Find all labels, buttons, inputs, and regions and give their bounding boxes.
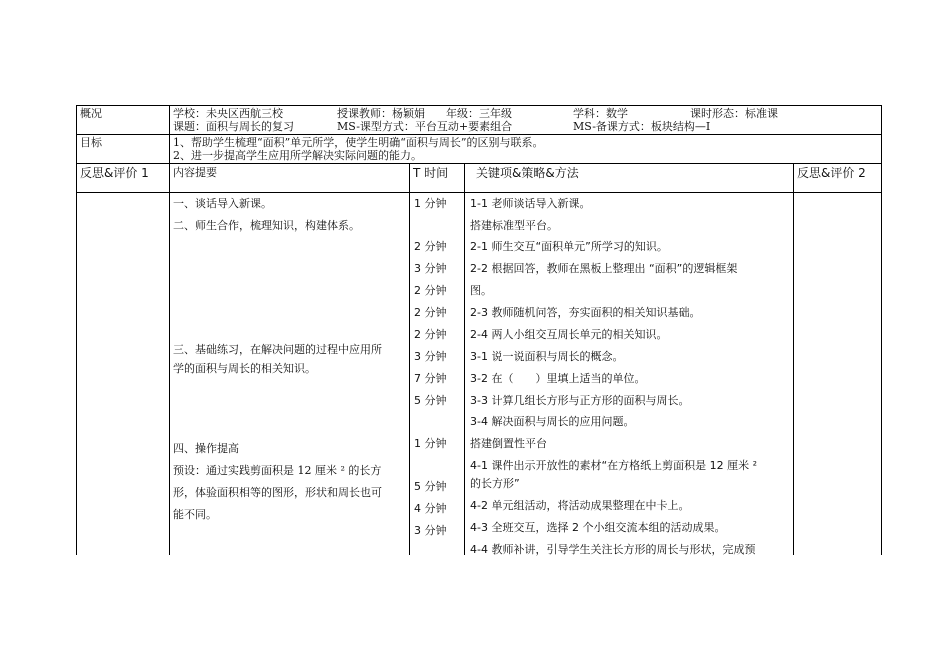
time-cell: 1 分钟 bbox=[414, 197, 447, 210]
header-reflect2: 反思&评价 2 bbox=[797, 166, 866, 180]
teacher-field: 授课教师：杨颖娟 bbox=[337, 107, 425, 120]
time-cell: 2 分钟 bbox=[414, 328, 447, 341]
time-cell: 2 分钟 bbox=[414, 306, 447, 319]
time-cell: 2 分钟 bbox=[414, 240, 447, 253]
time-cell: 1 分钟 bbox=[414, 437, 447, 450]
header-reflect1: 反思&评价 1 bbox=[80, 166, 149, 180]
strategy-item: 4-3 全班交互，选择 2 个小组交流本组的活动成果。 bbox=[470, 521, 726, 534]
table-right-border bbox=[881, 105, 882, 555]
time-cell: 3 分钟 bbox=[414, 524, 447, 537]
table-left-border bbox=[76, 105, 77, 555]
time-cell: 2 分钟 bbox=[414, 284, 447, 297]
content-item: 一、谈话导入新课。 bbox=[173, 197, 272, 210]
goals-label: 目标 bbox=[80, 136, 102, 149]
col-divider-label bbox=[169, 105, 170, 555]
time-cell: 5 分钟 bbox=[414, 394, 447, 407]
strategy-item: 的长方形” bbox=[470, 477, 520, 490]
col-divider-time bbox=[409, 163, 410, 555]
strategy-item: 3-3 计算几组长方形与正方形的面积与周长。 bbox=[470, 394, 690, 407]
content-item: 预设：通过实践剪面积是 12 厘米 ² 的长方 bbox=[173, 464, 382, 477]
strategy-item: 2-1 师生交互“面积单元”所学习的知识。 bbox=[470, 240, 668, 253]
content-item: 形，体验面积相等的图形，形状和周长也可 bbox=[173, 486, 382, 499]
strategy-item: 2-3 教师随机问答，夯实面积的相关知识基础。 bbox=[470, 306, 701, 319]
header-time: T 时间 bbox=[413, 166, 449, 180]
header-strategy: 关键项&策略&方法 bbox=[476, 166, 579, 180]
time-cell: 4 分钟 bbox=[414, 502, 447, 515]
strategy-item: 4-2 单元组活动，将活动成果整理在中卡上。 bbox=[470, 499, 690, 512]
time-cell: 7 分钟 bbox=[414, 372, 447, 385]
strategy-item: 3-4 解决面积与周长的应用问题。 bbox=[470, 415, 635, 428]
strategy-item: 图。 bbox=[470, 284, 492, 297]
strategy-item: 1-1 老师谈话导入新课。 bbox=[470, 197, 591, 210]
strategy-item: 3-1 说一说面积与周长的概念。 bbox=[470, 350, 624, 363]
table-top-border bbox=[76, 105, 882, 106]
strategy-item: 搭建标准型平台。 bbox=[470, 219, 558, 232]
content-item: 能不同。 bbox=[173, 508, 217, 521]
ms-type-field: MS-课型方式：平台互动+要素组合 bbox=[337, 120, 513, 133]
time-cell: 3 分钟 bbox=[414, 262, 447, 275]
row-divider-overview bbox=[76, 134, 882, 135]
strategy-item: 2-4 两人小组交互周长单元的相关知识。 bbox=[470, 328, 668, 341]
content-item: 学的面积与周长的相关知识。 bbox=[173, 362, 316, 375]
row-divider-header bbox=[76, 192, 882, 193]
content-item: 二、师生合作，梳理知识，构建体系。 bbox=[173, 219, 360, 232]
time-cell: 5 分钟 bbox=[414, 480, 447, 493]
strategy-item: 4-4 教师补讲，引导学生关注长方形的周长与形状，完成预 bbox=[470, 543, 756, 556]
col-divider-strategy bbox=[464, 163, 465, 555]
topic-field: 课题：面积与周长的复习 bbox=[173, 120, 294, 133]
school-field: 学校：未央区西航三校 bbox=[173, 107, 283, 120]
row-divider-goals bbox=[76, 163, 882, 164]
time-cell: 3 分钟 bbox=[414, 350, 447, 363]
subject-field: 学科：数学 bbox=[573, 107, 628, 120]
goal-item: 2、进一步提高学生应用所学解决实际问题的能力。 bbox=[173, 149, 422, 162]
header-content: 内容提要 bbox=[173, 166, 217, 179]
ms-prep-field: MS-备课方式：板块结构—I bbox=[573, 120, 711, 133]
goal-item: 1、帮助学生梳理“面积”单元所学，使学生明确“面积与周长”的区别与联系。 bbox=[173, 136, 544, 149]
strategy-item: 4-1 课件出示开放性的素材“在方格纸上剪面积是 12 厘米 ² bbox=[470, 459, 758, 472]
strategy-item: 3-2 在（ ）里填上适当的单位。 bbox=[470, 372, 646, 385]
grade-field: 年级：三年级 bbox=[446, 107, 512, 120]
col-divider-reflect2 bbox=[793, 163, 794, 555]
content-item: 三、基础练习，在解决问题的过程中应用所 bbox=[173, 343, 382, 356]
strategy-item: 搭建倒置性平台 bbox=[470, 437, 547, 450]
content-item: 四、操作提高 bbox=[173, 442, 239, 455]
strategy-item: 2-2 根据回答，教师在黑板上整理出 “面积”的逻辑框架 bbox=[470, 262, 738, 275]
overview-label: 概况 bbox=[80, 107, 102, 120]
class-form-field: 课时形态：标准课 bbox=[690, 107, 778, 120]
